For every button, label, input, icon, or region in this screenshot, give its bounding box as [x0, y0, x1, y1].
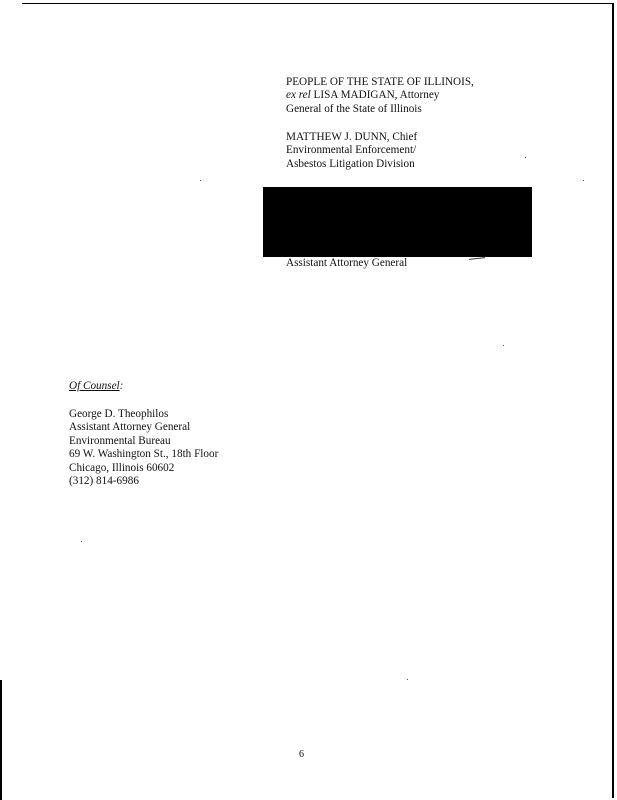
- scan-speck: [583, 180, 584, 181]
- of-counsel-heading: [69, 380, 123, 392]
- counsel-line: Chicago, Illinois 60602: [69, 461, 175, 474]
- division-line: Asbestos Litigation Division: [286, 157, 415, 170]
- scan-speck: [525, 157, 526, 158]
- signer-title: Assistant Attorney General: [286, 257, 408, 269]
- counsel-line: George D. Theophilos: [69, 408, 169, 420]
- attorney-general-name: LISA MADIGAN, Attorney: [310, 89, 440, 102]
- party-block: [286, 76, 474, 116]
- scan-speck: [503, 345, 504, 346]
- of-counsel-heading-text: Of Counsel: [69, 380, 120, 392]
- of-counsel-colon: :: [119, 380, 124, 392]
- division-block: [286, 131, 417, 171]
- party-line: General of the State of Illinois: [286, 102, 422, 115]
- division-line: Environmental Enforcement/: [286, 144, 417, 157]
- ex-rel-text: ex rel: [286, 89, 311, 102]
- division-line: MATTHEW J. DUNN, Chief: [286, 131, 418, 143]
- party-line: [286, 89, 474, 102]
- scan-speck: [81, 541, 82, 542]
- counsel-line: Environmental Bureau: [69, 434, 171, 447]
- party-line: PEOPLE OF THE STATE OF ILLINOIS,: [286, 76, 474, 88]
- signature-stroke: [469, 257, 485, 260]
- scan-speck: [200, 180, 201, 181]
- page-edge-top: [22, 3, 613, 4]
- page-edge-right: [612, 3, 614, 798]
- scan-speck: [407, 679, 408, 680]
- counsel-line: 69 W. Washington St., 18th Floor: [69, 448, 219, 461]
- page-edge-left: [0, 680, 2, 800]
- counsel-address-block: [69, 408, 218, 488]
- redaction-box: [263, 187, 532, 257]
- page-number: 6: [299, 749, 304, 760]
- counsel-line: Assistant Attorney General: [69, 421, 191, 434]
- counsel-line: (312) 814-6986: [69, 475, 139, 488]
